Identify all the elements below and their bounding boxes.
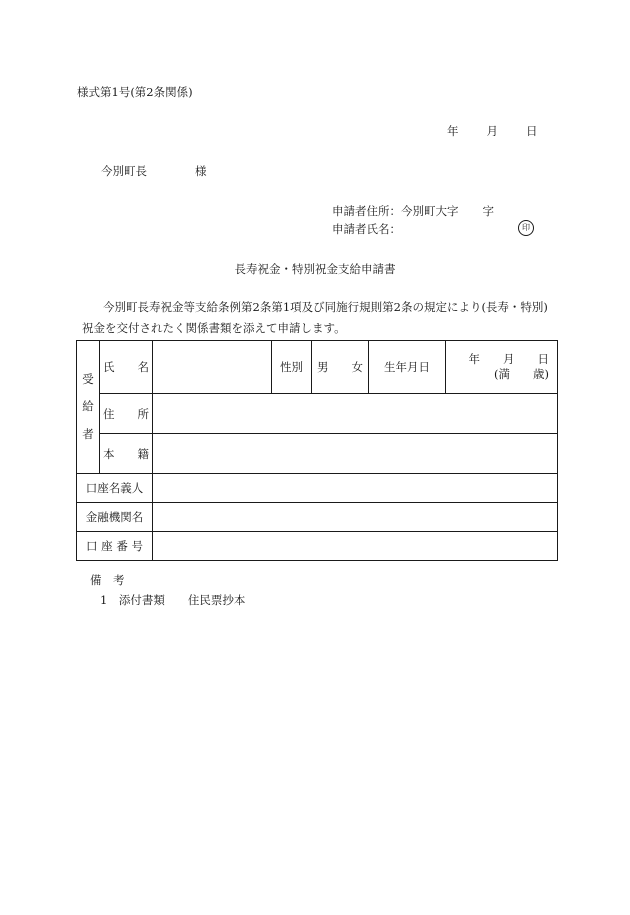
- address-label: 住 所: [100, 394, 153, 434]
- date-line: [447, 123, 538, 139]
- address-field[interactable]: [153, 394, 558, 434]
- addressee: [101, 163, 207, 179]
- seal-mark: 印: [518, 220, 534, 236]
- recipient-char: 者: [82, 426, 94, 441]
- document-title: 長寿祝金・特別祝金支給申請書: [234, 262, 396, 276]
- table-row: [77, 341, 558, 394]
- remarks-label: 備 考: [90, 573, 125, 587]
- bank-label: 金融機関名: [77, 503, 153, 532]
- date-year: 年: [447, 124, 459, 138]
- bank-field[interactable]: [153, 503, 558, 532]
- table-row: [77, 532, 558, 561]
- application-table: [76, 340, 558, 561]
- table-row: [77, 434, 558, 474]
- birthdate-label: 生年月日: [369, 341, 446, 394]
- applicant-address-label: 申請者住所：今別町大字: [332, 204, 459, 218]
- birthdate-field[interactable]: [446, 341, 558, 394]
- sex-label: 性別: [272, 341, 312, 394]
- date-month: 月: [486, 124, 498, 138]
- body-text: 今別町長寿祝金等支給条例第2条第1項及び同施行規則第2条の規定により(長寿・特別)祝金を交付されたく関係書類を添えて申請します。: [82, 300, 548, 335]
- table-row: [77, 503, 558, 532]
- domicile-label: 本 籍: [100, 434, 153, 474]
- recipient-label: [77, 341, 100, 474]
- applicant-address-suffix: 字: [482, 204, 494, 218]
- account-number-field[interactable]: [153, 532, 558, 561]
- applicant-address: [332, 203, 494, 219]
- name-label: 氏 名: [100, 341, 153, 394]
- sex-options[interactable]: 男 女: [312, 341, 369, 394]
- account-number-label: 口 座 番 号: [77, 532, 153, 561]
- addressee-honorific: 様: [195, 164, 207, 178]
- account-holder-label: 口座名義人: [77, 474, 153, 503]
- name-field[interactable]: [153, 341, 272, 394]
- form-number: 様式第1号(第2条関係): [77, 85, 193, 99]
- birthdate-value: 年 月 日: [468, 352, 549, 366]
- addressee-name: 今別町長: [101, 164, 147, 178]
- age-value: (満 歳): [494, 367, 549, 381]
- table-row: [77, 394, 558, 434]
- applicant-name-label: 申請者氏名：: [332, 222, 401, 236]
- remarks-item: 1 添付書類 住民票抄本: [100, 593, 246, 607]
- account-holder-field[interactable]: [153, 474, 558, 503]
- recipient-char: 給: [82, 399, 94, 414]
- domicile-field[interactable]: [153, 434, 558, 474]
- recipient-char: 受: [82, 371, 94, 386]
- date-day: 日: [526, 124, 538, 138]
- table-row: [77, 474, 558, 503]
